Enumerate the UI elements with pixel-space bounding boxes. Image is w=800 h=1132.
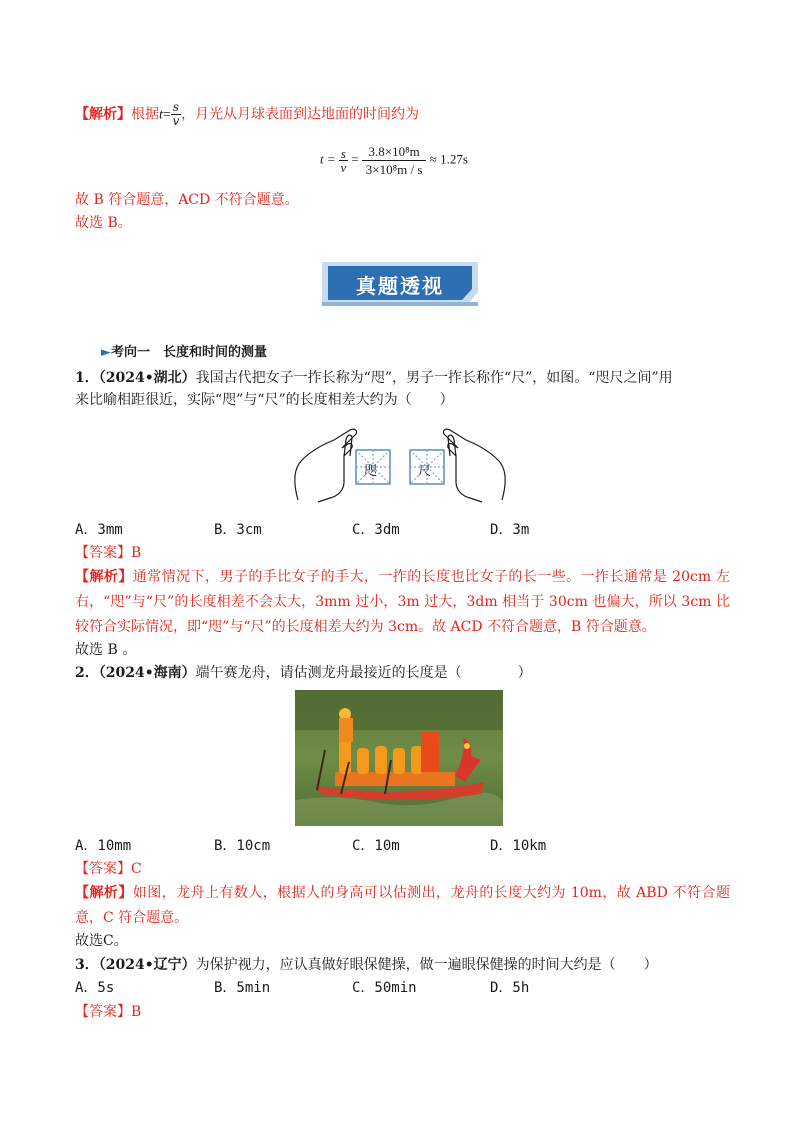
formula-denominator: v — [172, 114, 180, 128]
formula-fraction — [171, 101, 181, 128]
banner-title: 真题透视 — [356, 273, 444, 298]
option-b[interactable]: B．5min — [214, 980, 271, 996]
hands-measure-figure — [288, 420, 512, 506]
time-formula — [320, 143, 468, 178]
formula-t: t — [159, 107, 163, 123]
question-1-stem-line1: 1．（2024•湖北）我国古代把女子一拃长称为“咫”，男子一拃长称作“尺”，如图。“咫尺之间”用 — [75, 370, 673, 386]
question-2-stem: 2．（2024•海南）端午赛龙舟，请估测龙舟最接近的长度是（ ） — [75, 665, 532, 681]
question-number: 1． — [75, 370, 99, 386]
question-2-analysis: 【解析】如图，龙舟上有数人，根据人的身高可以估测出，龙舟的长度大约为 10m，故 ABD 不符合题意，C 符合题意。 — [75, 885, 731, 926]
formula-eq: = — [162, 107, 171, 123]
figure-label-zhi: 咫 — [364, 464, 378, 479]
question-1-stem-line2: 来比喻相距很近，实际“咫”与“尺”的长度相差大约为（ ） — [75, 392, 454, 408]
figure-label-chi: 尺 — [418, 464, 432, 479]
question-1-answer: 【答案】B — [75, 545, 142, 561]
question-1-conclusion: 故选 B 。 — [75, 642, 137, 658]
intro-line2: 故 B 符合题意，ACD 不符合题意。 — [75, 192, 299, 208]
option-d[interactable]: D．10km — [490, 838, 547, 854]
intro-text-b: ，月光从月球表面到达地面的时间约为 — [180, 106, 419, 123]
hands-drawing — [288, 420, 512, 506]
option-a[interactable]: A．5s — [75, 980, 115, 996]
section-heading — [101, 341, 267, 360]
formula-eq2: = — [351, 151, 359, 167]
question-3-answer: 【答案】B — [75, 1004, 142, 1020]
question-3-stem: 3．（2024•辽宁）为保护视力，应认真做好眼保健操，做一遍眼保健操的时间大约是（ ） — [75, 957, 658, 973]
question-source: （2024•湖北） — [98, 370, 196, 386]
section-heading-text: 考向一 长度和时间的测量 — [111, 345, 268, 360]
dragon-boat-image — [295, 690, 503, 826]
intro-line3: 故选 B。 — [75, 215, 132, 231]
formula-sv: $\frac{s}{v}$ — [340, 146, 347, 175]
option-b[interactable]: B．10cm — [214, 838, 271, 854]
formula-result: ≈ 1.27s — [429, 151, 468, 167]
option-d[interactable]: D．5h — [490, 980, 530, 996]
question-2-answer: 【答案】C — [75, 861, 142, 877]
option-c[interactable]: C．3dm — [352, 522, 400, 538]
analysis-label: 【解析】 — [75, 106, 131, 123]
question-2-conclusion: 故选C。 — [75, 933, 128, 949]
option-c[interactable]: C．10m — [352, 838, 400, 854]
dragon-boat-photo — [295, 690, 503, 826]
section-banner — [322, 262, 478, 306]
intro-analysis-line — [75, 101, 735, 128]
triangle-marker-icon: ► — [101, 345, 111, 360]
option-a[interactable]: A．3mm — [75, 522, 123, 538]
intro-text-a: 根据 — [131, 106, 159, 123]
option-b[interactable]: B．3cm — [214, 522, 262, 538]
formula-lhs: t = — [320, 151, 336, 167]
option-a[interactable]: A．10mm — [75, 838, 132, 854]
option-d[interactable]: D．3m — [490, 522, 530, 538]
formula-values-fraction: $\frac{\text{3.8×10⁸m}}{\text{3×10⁸m / s}}$ — [362, 143, 427, 178]
formula-numerator: s — [172, 100, 179, 114]
option-c[interactable]: C．50min — [352, 980, 417, 996]
question-1-analysis: 【解析】通常情况下，男子的手比女子的手大，一拃的长度也比女子的长一些。一拃长通常是 20cm 左右，“咫”与“尺”的长度相差不会太大，3mm 过小，3m 过大，3dm 相当于 30cm 也偏大，所以 3cm 比较符合实际情况，即“咫”与“尺”的长度相差大约为 3cm。故 ACD 不符合题意，B 符合题意。 — [75, 569, 730, 635]
